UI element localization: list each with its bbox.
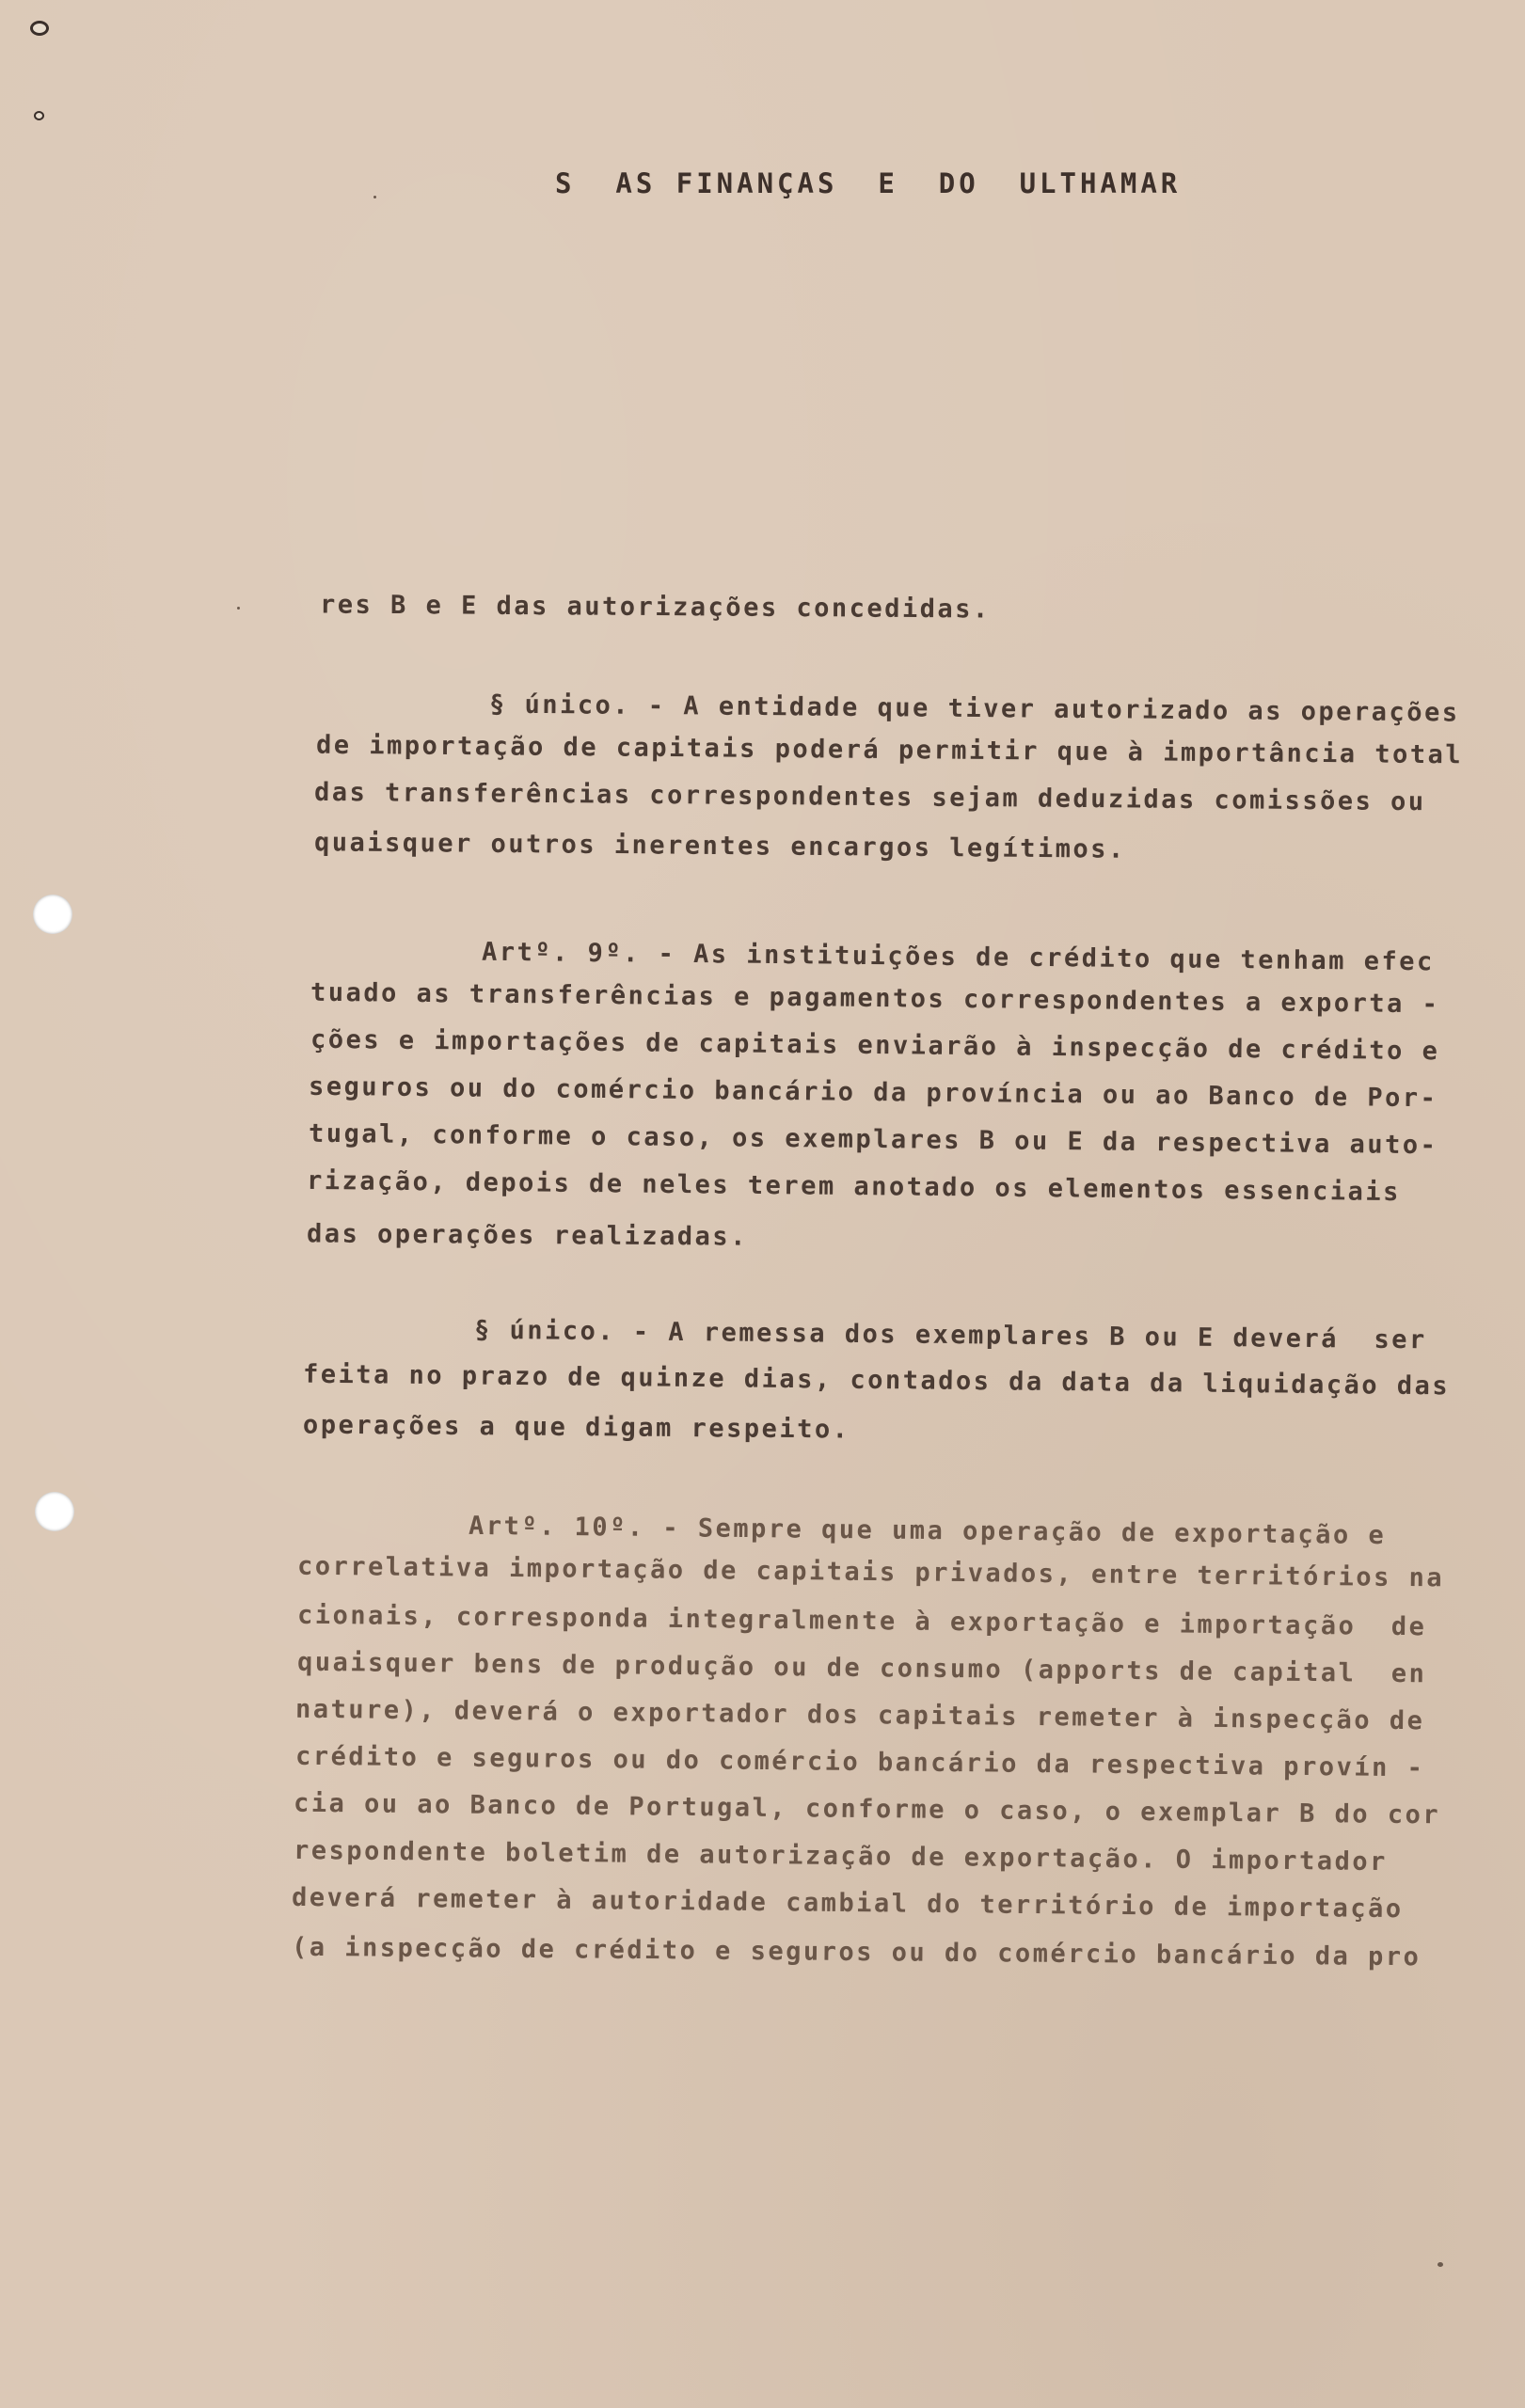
text-line: rização, depois de neles terem anotado os elementos essenciais: [306, 1165, 1401, 1208]
text-line: tuado as transferências e pagamentos correspondentes a exporta -: [310, 977, 1440, 1020]
text-line: § único. - A entidade que tiver autorizado as operações: [488, 689, 1460, 728]
text-line: res B e E das autorizações concedidas.: [319, 590, 991, 625]
text-line: correlativa importação de capitais privados, entre territórios na: [296, 1551, 1445, 1593]
text-line: nature), deverá o exportador dos capitais remeter à inspecção de: [294, 1694, 1425, 1736]
text-line: tugal, conforme o caso, os exemplares B ou E da respectiva auto-: [308, 1118, 1438, 1161]
text-line: Artº. 9º. - As instituições de crédito que tenham efec: [481, 937, 1435, 977]
ink-dot: [373, 196, 376, 198]
punch-hole-top: [33, 895, 72, 934]
text-line: quaisquer outros inerentes encargos legítimos.: [313, 828, 1126, 864]
text-line: das operações realizadas.: [306, 1219, 748, 1252]
paper-speck: [30, 21, 49, 36]
text-line: Artº. 10º. - Sempre que uma operação de exportação e: [468, 1511, 1387, 1551]
ink-dot: [237, 607, 240, 610]
text-line: seguros ou do comércio bancário da província ou ao Banco de Por-: [308, 1071, 1438, 1114]
text-line: § único. - A remessa dos exemplares B ou E deverá ser: [473, 1315, 1427, 1355]
punch-hole-bottom: [35, 1492, 74, 1531]
text-line: quaisquer bens de produção ou de consumo (apports de capital en: [296, 1647, 1427, 1689]
text-line: cionais, corresponda integralmente à exportação e importação de: [296, 1600, 1427, 1642]
text-line: respondente boletim de autorização de exportação. O importador: [293, 1835, 1388, 1877]
text-line: crédito e seguros ou do comércio bancário da respectiva provín -: [294, 1741, 1425, 1783]
text-line: operações a que digam respeito.: [302, 1410, 850, 1445]
text-line: feita no prazo de quinze dias, contados da data da liquidação das: [302, 1359, 1451, 1402]
page-header: S AS FINANÇAS E DO ULTHAMAR: [555, 167, 1182, 199]
text-line: (a inspecção de crédito e seguros ou do comércio bancário da pro: [291, 1932, 1422, 1972]
paper-speck: [34, 111, 44, 120]
text-line: cia ou ao Banco de Portugal, conforme o caso, o exemplar B do cor: [293, 1788, 1441, 1830]
text-line: das transferências correspondentes sejam deduzidas comissões ou: [313, 777, 1426, 817]
text-line: ções e importações de capitais enviarão à inspecção de crédito e: [310, 1024, 1440, 1067]
ink-dot: [1438, 2262, 1443, 2267]
text-line: de importação de capitais poderá permitir que à importância total: [315, 730, 1464, 770]
text-line: deverá remeter à autoridade cambial do território de importação: [291, 1882, 1404, 1925]
